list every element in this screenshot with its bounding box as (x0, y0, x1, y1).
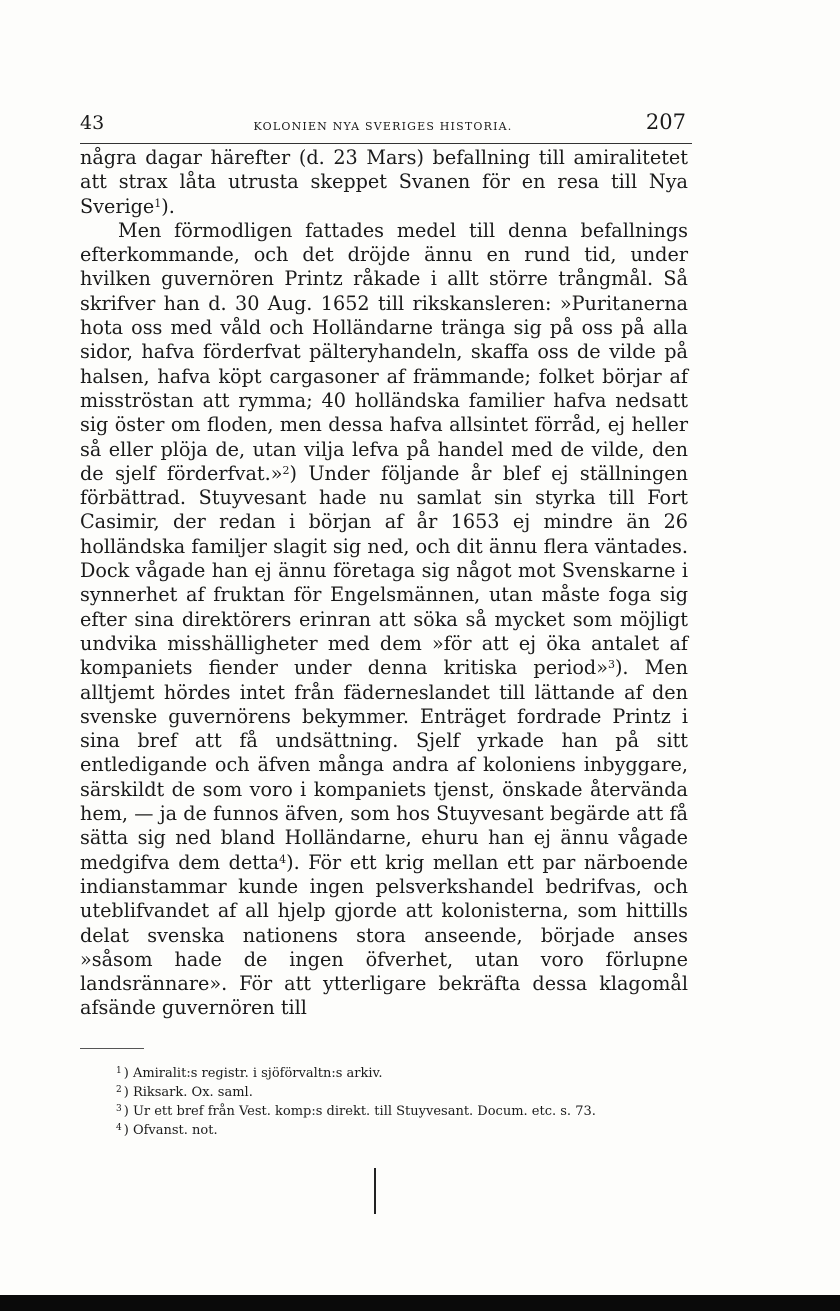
running-title: KOLONIEN NYA SVERIGES HISTORIA. (253, 120, 513, 133)
footnote-ref-2: 2 (282, 463, 290, 477)
footnote-4-mark: 4 (116, 1123, 122, 1133)
paragraph-2-part-c: ). Men alltjemt hördes intet från fäderneslandet till lättande af den svenske guvernörens bekymmer. Enträget fordrade Printz i sina bref att få undsättning. Sjelf yrkade han på sitt entledigande och äfven många andra af koloniens inbyggare, särskildt de som voro i kompaniets tjenst, önskade återvända hem, — ja de funnos äfven, som hos Stuyvesant begärde att få sätta sig ned bland Holländarne, ehuru han ej ännu vågade medgifva dem detta (80, 656, 688, 874)
paragraph-1-text: några dagar härefter (d. 23 Mars) befallning till amiralitetet att strax låta utrusta skeppet Svanen för en resa till Nya Sverige (80, 146, 688, 218)
page-header (80, 112, 686, 142)
footnote-2-text: ) Riksark. Ox. saml. (123, 1085, 253, 1100)
footnote-1-text: ) Amiralit:s registr. i sjöförvaltn:s arkiv. (123, 1066, 383, 1081)
scan-mark-line (374, 1168, 376, 1214)
footnote-3 (116, 1101, 696, 1120)
paragraph-1 (80, 146, 688, 219)
footnote-4 (116, 1120, 696, 1139)
footnote-3-text: ) Ur ett bref från Vest. komp:s direkt. till Stuyvesant. Docum. etc. s. 73. (123, 1104, 596, 1119)
footnote-2 (116, 1082, 696, 1101)
footnote-4-text: ) Ofvanst. not. (123, 1123, 218, 1138)
scan-border (0, 1295, 840, 1311)
paragraph-2-part-b: ) Under följande år blef ej ställningen förbättrad. Stuyvesant hade nu samlat sin styrka till Fort Casimir, der redan i början af år 1653 ej mindre än 26 holländska familjer slagit sig ned, och dit ännu flera väntades. Dock vågade han ej ännu företaga sig något mot Svenskarne i synnerhet af fruktan för Engelsmännen, utan måste foga sig efter sina direktörers erinran att söka så mycket som möjligt undvika misshälligheter med dem »för att ej öka antalet af kompaniets fiender under denna kritiska period» (80, 461, 688, 680)
footnote-rule (80, 1048, 144, 1049)
paragraph-2-part-a: Men förmodligen fattades medel till denna befallnings efterkommande, och det dröjde ännu en rund tid, under hvilken guvernören Printz råkade i allt större trångmål. Så skrifver han d. 30 Aug. 1652 till rikskansleren: »Puritanerna hota oss med våld och Holländarne tränga sig på oss på alla sidor, hafva förderfvat pälteryhandeln, skaffa oss de vilde på halsen, hafva köpt cargasoner af främmande; folket börjar af misströstan att rymma; 40 holländska familier hafva nedsatt sig öster om floden, men dessa hafva allsintet förråd, ej heller så eller plöja de, utan vilja lefva på handel med de vilde, den de sjelf förderfvat.» (80, 218, 688, 485)
footnote-1 (116, 1063, 696, 1082)
footnote-ref-3: 3 (607, 658, 615, 672)
body-text (80, 146, 688, 1021)
signature-mark: 43 (80, 112, 105, 134)
footnote-ref-4: 4 (279, 852, 287, 866)
paragraph-2-part-d: ). För ett krig mellan ett par närboende indianstammar kunde ingen pelsverkshandel bedrifvas, och uteblifvandet af all hjelp gjorde att kolonisterna, som hittills delat svenska nationens stora anseende, började anses »såsom hade de ingen öfverhet, utan voro förlupne landsrännare». För att ytterligare bekräfta dessa klagomål afsände guvernören till (80, 850, 688, 1020)
footnote-3-mark: 3 (116, 1104, 122, 1114)
page-number: 207 (645, 110, 686, 134)
header-rule (80, 143, 692, 144)
paragraph-2 (80, 219, 688, 1021)
footnote-1-mark: 1 (116, 1066, 122, 1076)
footnotes (116, 1063, 696, 1139)
footnote-ref-1: 1 (154, 196, 162, 210)
paragraph-1-end: ). (161, 194, 175, 218)
footnote-2-mark: 2 (116, 1085, 122, 1095)
